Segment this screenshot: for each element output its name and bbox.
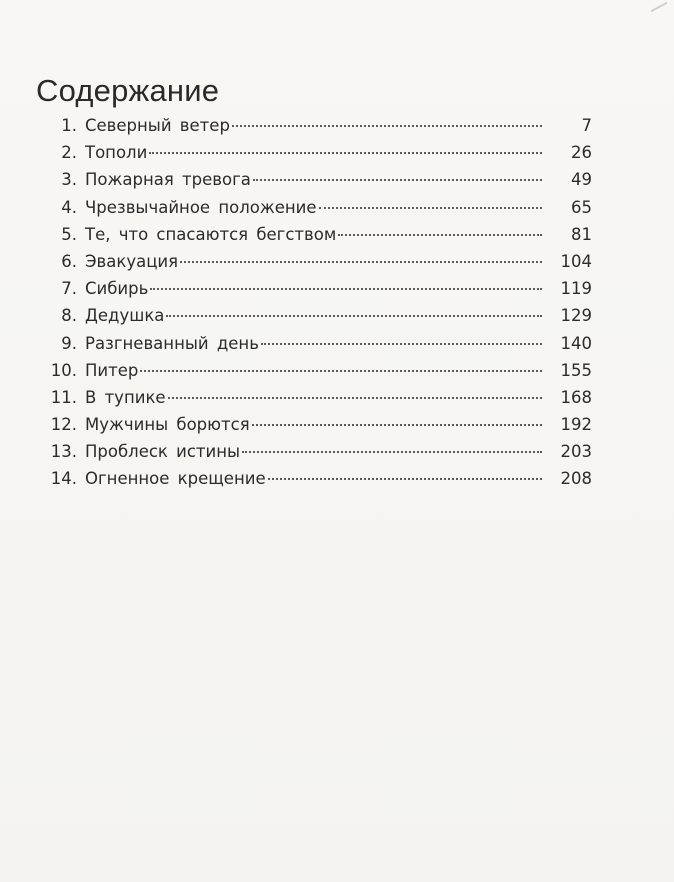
toc-leader-dots: [261, 343, 542, 345]
toc-entry-number: 14.: [50, 469, 77, 489]
toc-entry-title: Дедушка: [85, 306, 165, 326]
toc-entry-number: 12.: [50, 415, 77, 435]
toc-entry-number: 10.: [50, 360, 77, 380]
toc-entry-number: 7.: [61, 279, 77, 299]
toc-leader-dots: [168, 397, 542, 399]
toc-entry-number: 6.: [61, 251, 77, 271]
toc-entry-page: 7: [581, 116, 592, 135]
toc-entry: [40, 170, 592, 197]
toc-leader-dots: [252, 424, 542, 426]
toc-leader-dots: [149, 152, 542, 154]
toc-leader-dots: [150, 288, 542, 290]
toc-entry: [40, 306, 592, 333]
toc-leader-dots: [253, 179, 542, 181]
toc-entry: [40, 415, 592, 442]
toc-entry-title: Мужчины борются: [85, 415, 250, 435]
toc-entry-number: 9.: [61, 333, 77, 353]
toc-entry-page: 192: [560, 415, 592, 435]
toc-entry-page: 129: [560, 306, 592, 326]
toc-entry-title: Тополи: [85, 143, 148, 163]
toc-entry-number: 11.: [50, 387, 77, 407]
toc-entry-page: 203: [560, 442, 592, 462]
toc-entry-page: 104: [560, 251, 592, 271]
toc-entry-number: 4.: [61, 197, 77, 217]
toc-leader-dots: [338, 234, 542, 236]
toc-entry: [40, 388, 592, 415]
scan-mark: [651, 2, 668, 12]
toc-entry: [40, 334, 592, 361]
toc-entry: [40, 252, 592, 279]
toc-entry-page: 208: [560, 469, 592, 489]
toc-entry-page: 49: [571, 170, 592, 190]
toc-entry-title: В тупике: [85, 387, 166, 407]
toc-entry-number: 1.: [61, 116, 77, 135]
toc-entry-page: 65: [571, 197, 592, 217]
toc-leader-dots: [319, 207, 542, 209]
toc-entry-title: Те, что спасаются бегством: [85, 224, 337, 244]
toc-entry-page: 119: [560, 279, 592, 299]
toc-entry: [40, 361, 592, 388]
toc-entry: [40, 225, 592, 252]
toc-entry-title: Северный ветер: [85, 116, 230, 135]
toc-leader-dots: [268, 478, 542, 480]
toc-entry-page: 155: [560, 360, 592, 380]
toc-entry-number: 13.: [50, 442, 77, 462]
toc-entry-title: Питер: [85, 360, 139, 380]
toc-title: Содержание: [36, 72, 220, 108]
toc-entry-page: 140: [560, 333, 592, 353]
toc-entry-title: Разгневанный день: [85, 333, 259, 353]
toc-leader-dots: [232, 125, 542, 127]
toc-entry: [40, 116, 592, 143]
toc-entry: [40, 442, 592, 469]
toc-entry: [40, 198, 592, 225]
toc-list: [40, 116, 592, 497]
toc-entry-number: 5.: [61, 224, 77, 244]
toc-entry-title: Проблеск истины: [85, 442, 241, 462]
toc-leader-dots: [180, 261, 542, 263]
toc-entry: [40, 469, 592, 496]
toc-entry-page: 81: [571, 224, 592, 244]
toc-leader-dots: [166, 315, 542, 317]
toc-leader-dots: [140, 370, 542, 372]
toc-entry-title: Эвакуация: [85, 251, 179, 271]
toc-entry-number: 3.: [61, 170, 77, 190]
toc-entry-number: 2.: [61, 143, 77, 163]
toc-leader-dots: [242, 451, 542, 453]
toc-entry-page: 168: [560, 387, 592, 407]
toc-entry-title: Пожарная тревога: [85, 170, 251, 190]
toc-entry: [40, 279, 592, 306]
toc-entry-number: 8.: [61, 306, 77, 326]
toc-entry: [40, 143, 592, 170]
toc-entry-title: Чрезвычайное положение: [85, 197, 317, 217]
toc-entry-title: Огненное крещение: [85, 469, 266, 489]
toc-entry-page: 26: [571, 143, 592, 163]
toc-entry-title: Сибирь: [85, 279, 149, 299]
